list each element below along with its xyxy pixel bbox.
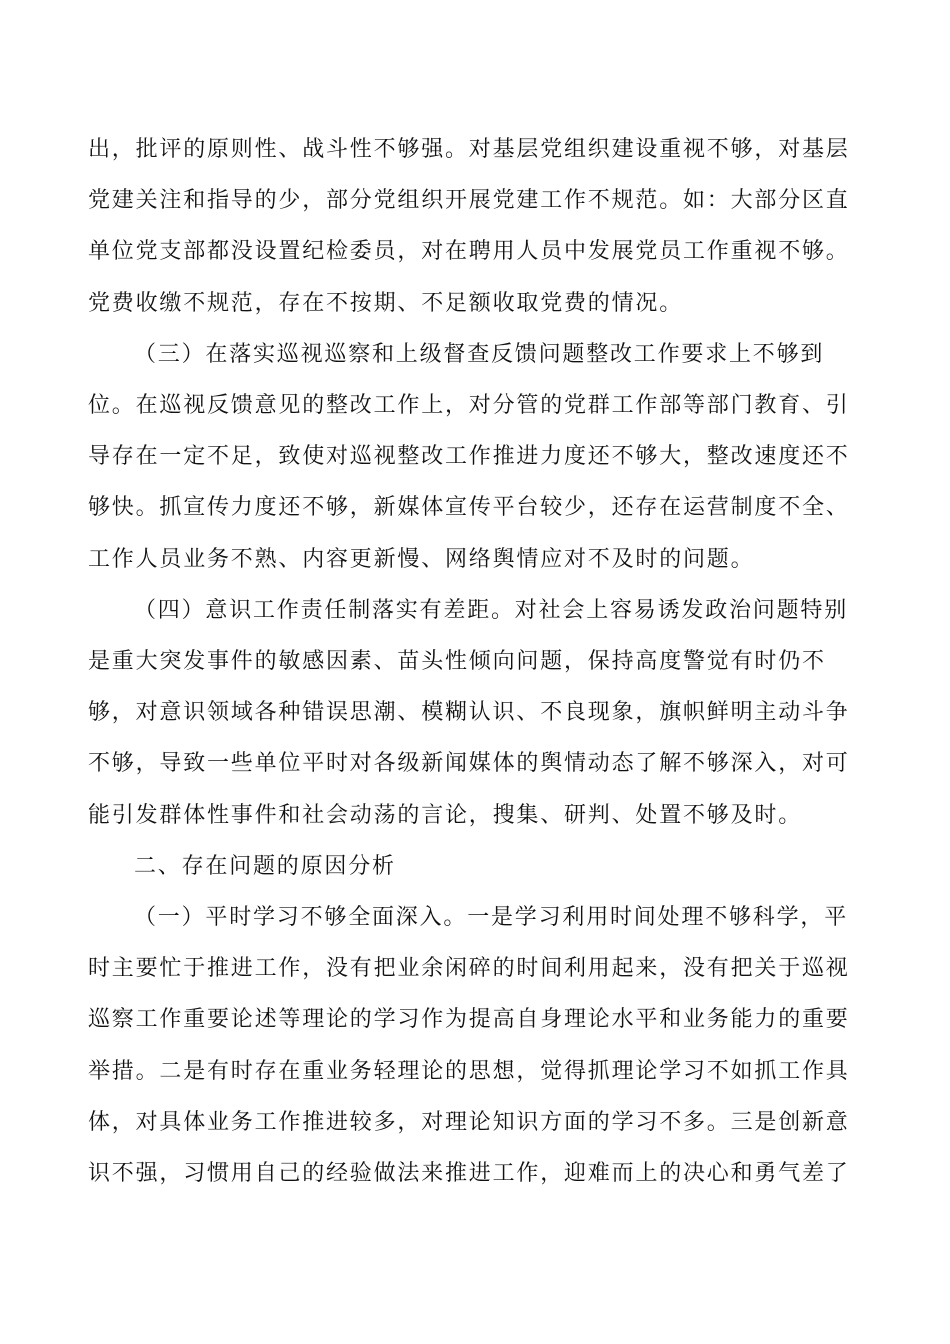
text-line: （三）在落实巡视巡察和上级督查反馈问题整改工作要求上不够到 xyxy=(134,341,825,367)
text-line: 不够，导致一些单位平时对各级新闻媒体的舆情动态了解不够深入，对可 xyxy=(88,751,850,777)
heading-line: 二、存在问题的原因分析 xyxy=(134,853,396,879)
text-line: （一）平时学习不够全面深入。一是学习利用时间处理不够科学，平 xyxy=(134,905,849,931)
text-line: 体，对具体业务工作推进较多，对理论知识方面的学习不多。三是创新意 xyxy=(88,1109,850,1135)
paragraph-section-4 xyxy=(88,585,863,841)
paragraph-continuation xyxy=(88,124,863,329)
text-line: 工作人员业务不熟、内容更新慢、网络舆情应对不及时的问题。 xyxy=(88,546,755,572)
text-line: 单位党支部都没设置纪检委员，对在聘用人员中发展党员工作重视不够。 xyxy=(88,239,850,265)
text-line: 出，批评的原则性、战斗性不够强。对基层党组织建设重视不够，对基层 xyxy=(88,137,850,162)
text-line: 位。在巡视反馈意见的整改工作上，对分管的党群工作部等部门教育、引 xyxy=(88,393,850,419)
text-line: 党建关注和指导的少，部分党组织开展党建工作不规范。如：大部分区直 xyxy=(88,188,850,214)
text-line: 巡察工作重要论述等理论的学习作为提高自身理论水平和业务能力的重要 xyxy=(88,1007,850,1033)
document-body xyxy=(88,124,863,1199)
paragraph-cause-1 xyxy=(88,892,863,1199)
text-line: 够，对意识领域各种错误思潮、模糊认识、不良现象，旗帜鲜明主动斗争 xyxy=(88,700,850,726)
text-line: 举措。二是有时存在重业务轻理论的思想，觉得抓理论学习不如抓工作具 xyxy=(88,1058,850,1084)
section-heading xyxy=(88,841,863,892)
text-line: （四）意识工作责任制落实有差距。对社会上容易诱发政治问题特别 xyxy=(134,597,849,623)
text-line: 导存在一定不足，致使对巡视整改工作推进力度还不够大，整改速度还不 xyxy=(88,444,850,470)
text-line: 时主要忙于推进工作，没有把业余闲碎的时间利用起来，没有把关于巡视 xyxy=(88,956,850,982)
text-line: 党费收缴不规范，存在不按期、不足额收取党费的情况。 xyxy=(88,290,684,316)
paragraph-section-3 xyxy=(88,329,863,585)
text-line: 够快。抓宣传力度还不够，新媒体宣传平台较少，还存在运营制度不全、 xyxy=(88,495,850,521)
text-line: 能引发群体性事件和社会动荡的言论，搜集、研判、处置不够及时。 xyxy=(88,802,803,828)
text-line: 识不强，习惯用自己的经验做法来推进工作，迎难而上的决心和勇气差了 xyxy=(88,1161,850,1187)
text-line: 是重大突发事件的敏感因素、苗头性倾向问题，保持高度警觉有时仍不 xyxy=(88,649,826,675)
